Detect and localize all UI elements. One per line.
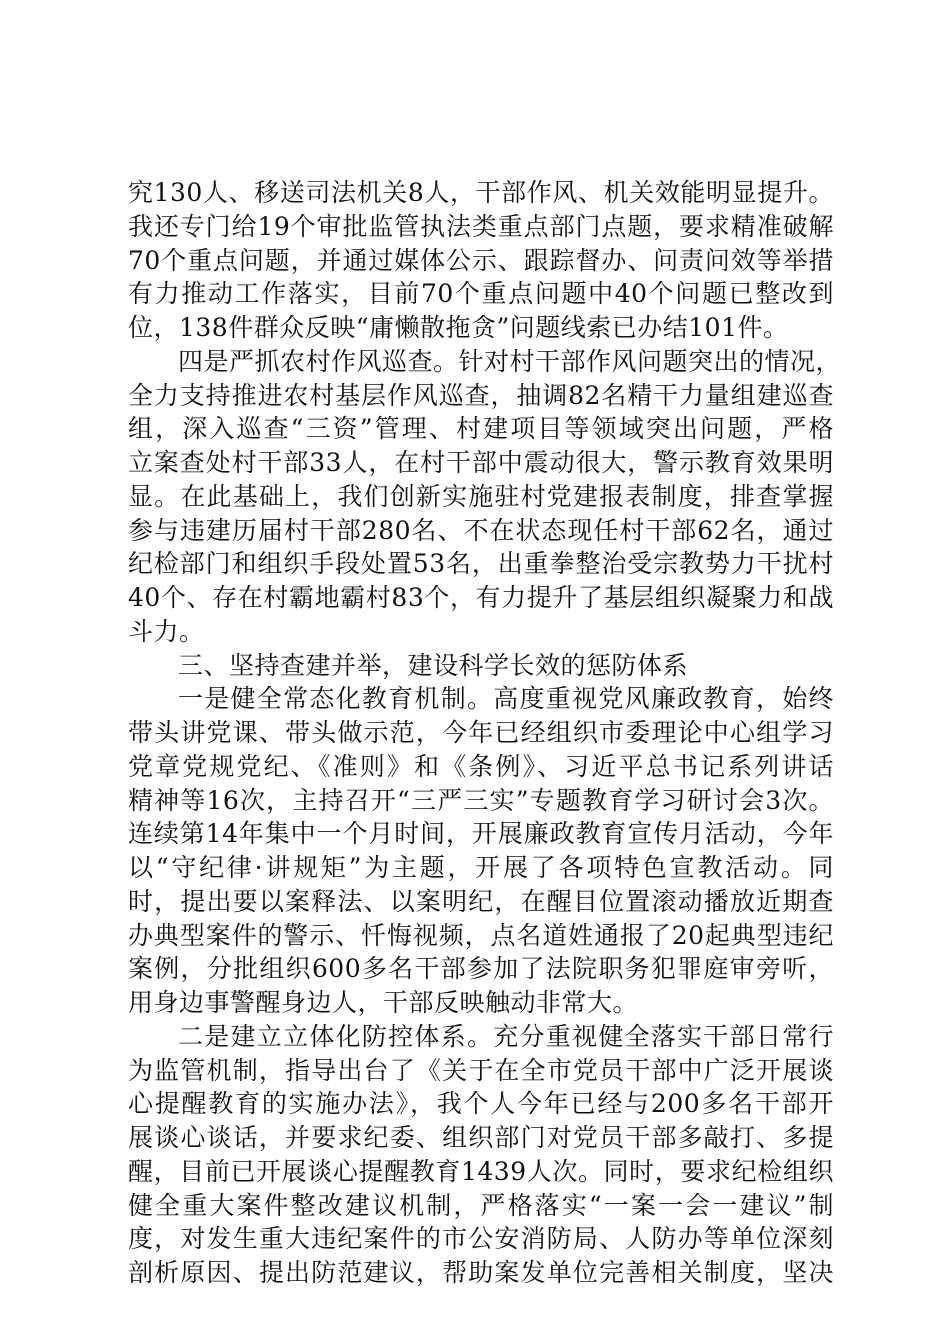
text-line: 展谈心谈话，并要求纪委、组织部门对党员干部多敲打、多提 bbox=[128, 1123, 834, 1152]
text-line: 40个、存在村霸地霸村83个，有力提升了基层组织凝聚力和战 bbox=[128, 583, 834, 612]
text-line: 精神等16次，主持召开“三严三实”专题教育学习研讨会3次。 bbox=[128, 785, 834, 815]
text-line: 纪检部门和组织手段处置53名，出重拳整治受宗教势力干扰村 bbox=[128, 549, 834, 579]
text-line: 位，138件群众反映“庸懒散拖贪”问题线索已办结101件。 bbox=[128, 313, 789, 342]
text-line: 醒，目前已开展谈心提醒教育1439人次。同时，要求纪检组织 bbox=[128, 1156, 834, 1186]
text-line: 时，提出要以案释法、以案明纪，在醒目位置滚动播放近期查 bbox=[128, 886, 834, 916]
text-line: 我还专门给19个审批监管执法类重点部门点题，要求精准破解 bbox=[128, 211, 834, 241]
text-line: 70个重点问题，并通过媒体公示、跟踪督办、问责问效等举措 bbox=[128, 245, 834, 275]
text-line: 心提醒教育的实施办法》，我个人今年已经与200多名干部开 bbox=[128, 1089, 834, 1119]
text-line: 四是严抓农村作风巡查。针对村干部作风问题突出的情况， bbox=[178, 346, 842, 376]
text-line: 斗力。 bbox=[128, 616, 205, 646]
text-line: 健全重大案件整改建议机制，严格落实“一案一会一建议”制 bbox=[128, 1190, 834, 1220]
text-line: 剖析原因、提出防范建议，帮助案发单位完善相关制度，坚决 bbox=[128, 1258, 834, 1287]
text-line: 参与违建历届村干部280名、不在状态现任村干部62名，通过 bbox=[128, 515, 834, 545]
text-line: 三、坚持查建并举，建设科学长效的惩防体系 bbox=[178, 650, 689, 680]
text-line: 带头讲党课、带头做示范，今年已经组织市委理论中心组学习 bbox=[128, 718, 834, 747]
text-line: 度，对发生重大违纪案件的市公安消防局、人防办等单位深刻 bbox=[128, 1224, 834, 1254]
text-line: 党章党规党纪、《准则》和《条例》、习近平总书记系列讲话 bbox=[128, 751, 834, 781]
text-line: 全力支持推进农村基层作风巡查，抽调82名精干力量组建巡查 bbox=[128, 380, 834, 410]
text-line: 以“守纪律·讲规矩”为主题，开展了各项特色宣教活动。同 bbox=[128, 853, 834, 882]
document-body bbox=[128, 176, 842, 1290]
text-line: 连续第14年集中一个月时间，开展廉政教育宣传月活动，今年 bbox=[128, 819, 834, 849]
text-line: 案例，分批组织600多名干部参加了法院职务犯罪庭审旁听， bbox=[128, 954, 834, 984]
text-line: 办典型案件的警示、忏悔视频，点名道姓通报了20起典型违纪 bbox=[128, 920, 834, 950]
text-line: 一是健全常态化教育机制。高度重视党风廉政教育，始终 bbox=[178, 684, 834, 714]
text-line: 立案查处村干部33人，在村干部中震动很大，警示教育效果明 bbox=[128, 448, 834, 477]
text-line: 为监管机制，指导出台了《关于在全市党员干部中广泛开展谈 bbox=[128, 1055, 834, 1085]
text-line: 组，深入巡查“三资”管理、村建项目等领域突出问题，严格 bbox=[128, 414, 834, 444]
text-line: 二是建立立体化防控体系。充分重视健全落实干部日常行 bbox=[178, 1021, 834, 1051]
text-line: 有力推动工作落实，目前70个重点问题中40个问题已整改到 bbox=[128, 279, 834, 309]
text-line: 究130人、移送司法机关8人，干部作风、机关效能明显提升。 bbox=[128, 178, 834, 207]
text-line: 显。在此基础上，我们创新实施驻村党建报表制度，排查掌握 bbox=[128, 481, 834, 511]
text-line: 用身边事警醒身边人，干部反映触动非常大。 bbox=[128, 988, 639, 1017]
